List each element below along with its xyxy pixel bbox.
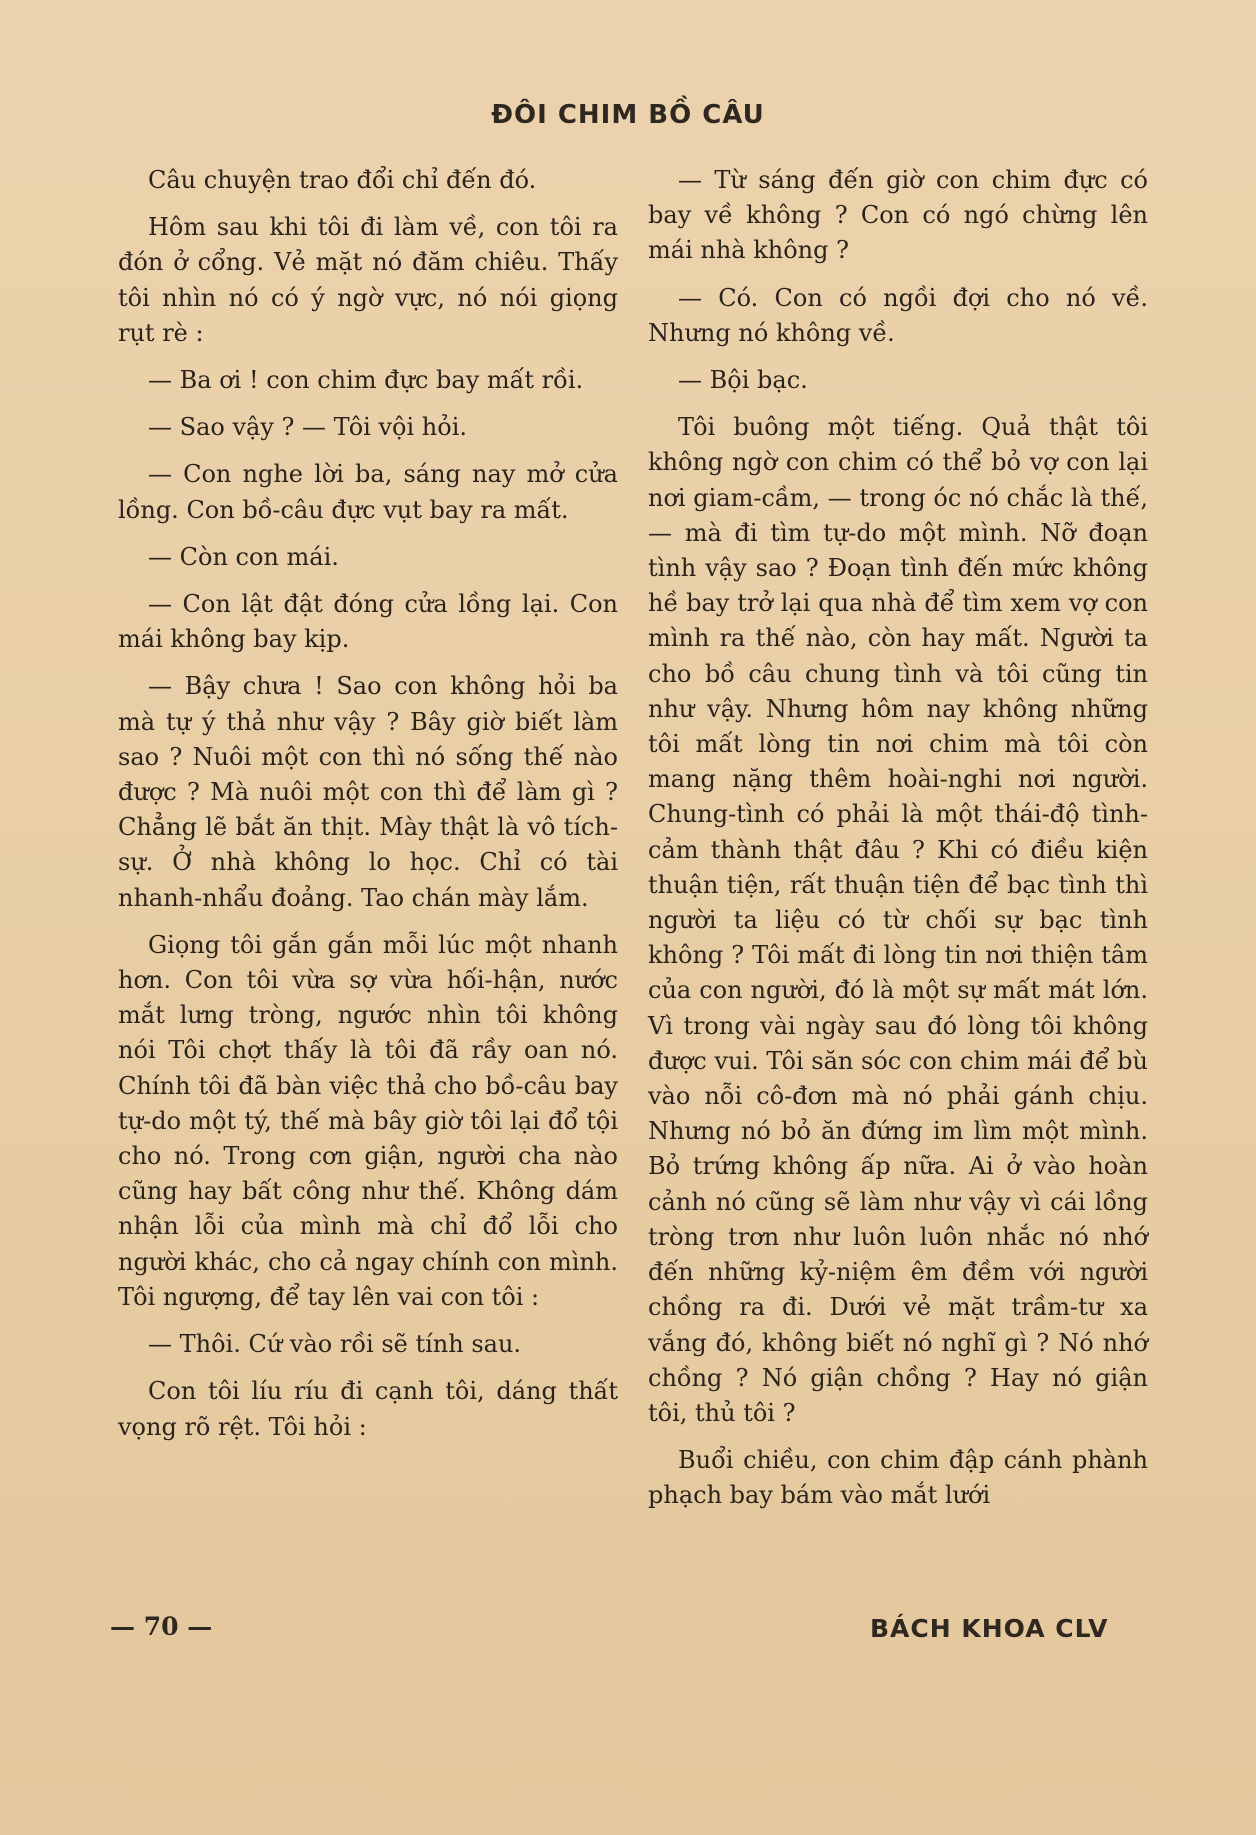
paragraph: — Thôi. Cứ vào rồi sẽ tính sau. — [148, 1330, 522, 1359]
paragraph: Câu chuyện trao đổi chỉ đến đó. — [148, 166, 537, 194]
paragraph: — Bậy chưa ! Sao con không hỏi ba mà tự ý thả như vậy ? Bây giờ biết làm sao ? Nuôi một con thì nó sống thế nào được ? Mà nuôi một con thì để làm gì ? Chẳng lẽ bắt ăn thịt. Mày thật là vô tích-sự. Ở nhà không lo học. Chỉ có tài nhanh-nhẩu đoảng. Tao chán mày lắm. — [118, 672, 618, 912]
paragraph: — Còn con mái. — [148, 542, 339, 571]
paragraph: Buổi chiều, con chim đập cánh phành phạch bay bám vào mắt lưới — [648, 1446, 1148, 1510]
paragraph: — Ba ơi ! con chim đực bay mất rồi. — [148, 366, 584, 395]
paragraph: — Sao vậy ? — Tôi vội hỏi. — [148, 413, 467, 442]
paragraph: — Con lật đật đóng cửa lồng lại. Con mái không bay kịp. — [118, 590, 618, 654]
paragraph: — Con nghe lời ba, sáng nay mở cửa lồng. Con bồ-câu đực vụt bay ra mất. — [118, 460, 618, 524]
paragraph: — Từ sáng đến giờ con chim đực có bay về không ? Con có ngó chừng lên mái nhà không ? — [648, 166, 1148, 265]
publication-name: BÁCH KHOA CLV — [870, 1614, 1109, 1643]
page-header-title: ĐÔI CHIM BỒ CÂU — [491, 100, 765, 130]
paragraph: — Bội bạc. — [678, 366, 808, 395]
paragraph: Giọng tôi gắn gắn mỗi lúc một nhanh hơn. Con tôi vừa sợ vừa hối-hận, nước mắt lưng tròng, ngước nhìn tôi không nói Tôi chợt thấy là tôi đã rầy oan nó. Chính tôi đã bàn việc thả cho bồ-câu bay tự-do một tý, thế mà bây giờ tôi lại đổ tội cho nó. Trong cơn giận, người cha nào cũng hay bất công như thế. Không dám nhận lỗi của mình mà chỉ đổ lỗi cho người khác, cho cả ngay chính con mình. Tôi ngượng, để tay lên vai con tôi : — [118, 930, 618, 1311]
paragraph: — Có. Con có ngồi đợi cho nó về. Nhưng nó không về. — [648, 283, 1148, 347]
right-column — [648, 163, 1148, 1526]
page-number: — 70 — — [110, 1612, 213, 1641]
paragraph: Hôm sau khi tôi đi làm về, con tôi ra đón ở cổng. Vẻ mặt nó đăm chiêu. Thấy tôi nhìn nó có ý ngờ vực, nó nói giọng rụt rè : — [118, 213, 618, 347]
paragraph: Tôi buông một tiếng. Quả thật tôi không ngờ con chim có thể bỏ vợ con lại nơi giam-cầm, — trong óc nó chắc là thế, — mà đi tìm tự-do một mình. Nỡ đoạn tình vậy sao ? Đoạn tình đến mức không hề bay trở lại qua nhà để tìm xem vợ con mình ra thế nào, còn hay mất. Người ta cho bồ câu chung tình và tôi cũng tin như vậy. Nhưng hôm nay không những tôi mất lòng tin nơi chim mà tôi còn mang nặng thêm hoài-nghi nơi người. Chung-tình có phải là một thái-độ tình-cảm thành thật đâu ? Khi có điều kiện thuận tiện, rất thuận tiện để bạc tình thì người ta liệu có từ chối sự bạc tình không ? Tôi mất đi lòng tin nơi thiện tâm của con người, đó là một sự mất mát lớn. Vì trong vài ngày sau đó lòng tôi không được vui. Tôi săn sóc con chim mái để bù vào nỗi cô-đơn mà nó phải gánh chịu. Nhưng nó bỏ ăn đứng im lìm một mình. Bỏ trứng không ấp nữa. Ai ở vào hoàn cảnh nó cũng sẽ làm như vậy vì cái lồng tròng trơn như luôn luôn nhắc nó nhớ đến những kỷ-niệm êm đềm với người chồng ra đi. Dưới vẻ mặt trầm-tư xa vắng đó, không biết nó nghĩ gì ? Nó nhớ chồng ? Nó giận chồng ? Hay nó giận tôi, thủ tôi ? — [648, 413, 1148, 1427]
left-column — [118, 163, 618, 1457]
paragraph: Con tôi líu ríu đi cạnh tôi, dáng thất vọng rõ rệt. Tôi hỏi : — [118, 1377, 618, 1441]
